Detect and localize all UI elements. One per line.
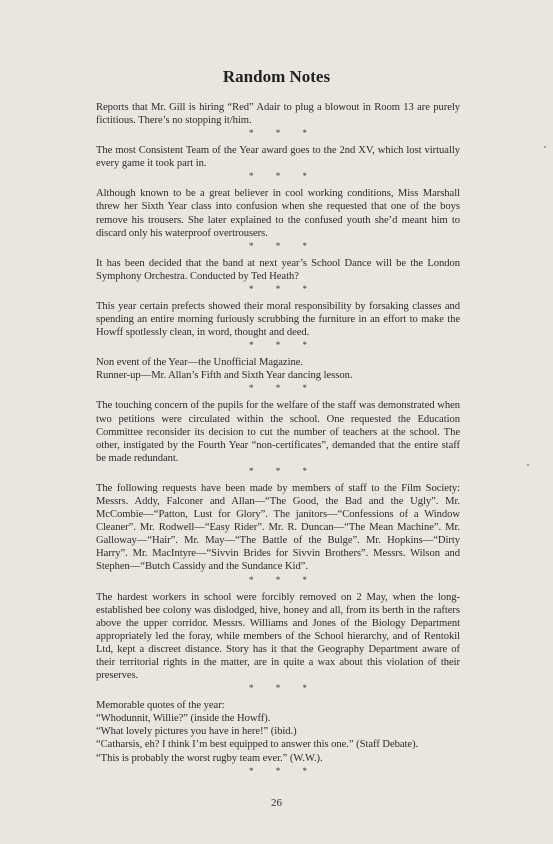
section-separator: * * * (249, 240, 317, 251)
section-separator: * * * (249, 574, 317, 585)
note-paragraph: This year certain prefects showed their moral responsibility by forsaking classes and spending an entire morning furiously scrubbing the furniture in an effort to make the Howff spotlessly clean, in word, thought and deed. (96, 300, 460, 339)
notes-body (96, 101, 460, 781)
note-paragraph: The following requests have been made by members of staff to the Film Society: Messrs. Addy, Falconer and Allan—“The Good, the Bad and the Ugly”. Mr. McCombie—“Patton, Lust for Glory”. The janitors—“Confessions of a Window Cleaner”. Mr. Rodwell—“Easy Rider”. Mr. R. Duncan—“The Mean Machine”. Mr. Galloway—“Hair”. Mr. May—“The Battle of the Bulge”. Mr. Hopkins—“Dirty Harry”. Mr. MacIntyre—“Sivvin Brides for Sivvin Brothers”. Messrs. Wilson and Stephen—“Butch Cassidy and the Sundance Kid”. (96, 482, 460, 573)
runner-up-line: Runner-up—Mr. Allan’s Fifth and Sixth Year dancing lesson. (96, 370, 353, 382)
quote-item: “This is probably the worst rugby team ever.” (W.W.). (96, 752, 323, 764)
section-separator: * * * (249, 683, 317, 694)
page-title: Random Notes (222, 67, 331, 86)
quotes-note (96, 699, 460, 764)
section-separator: * * * (249, 383, 317, 394)
note-paragraph: The touching concern of the pupils for the welfare of the staff was demonstrated when two petitions were circulated within the school. One requested the Education Committee reconsider its decision to cut the number of teachers at the school. The other, instigated by the Fourth Year “non-certificates”, demanded that the entire staff be made redundant. (96, 400, 460, 464)
note-paragraph: Although known to be a great believer in cool working conditions, Miss Marshall threw her Sixth Year class into confusion when she requested that one of the boys remove his trousers. She later explained to the confused youth she’d meant him to discard only his waterproof overtrousers. (96, 188, 460, 239)
quotes-heading: Memorable quotes of the year: (96, 700, 225, 712)
section-separator: * * * (249, 340, 317, 351)
paper-speck (544, 146, 546, 148)
note-paragraph: The hardest workers in school were forcibly removed on 2 May, when the long-established bee colony was dislodged, hive, honey and all, from its berth in the rafters above the upper corridor. Messrs. Williams and Jones of the Biology Department appropriately led the foray, while members of the School hierarchy, and of Rentokil Ltd, kept a discreet distance. Story has it that the Geography Department aware of their territorial rights in the matter, are in quite a wax about this violation of their preserves. (96, 591, 460, 682)
quote-item: “What lovely pictures you have in here!” (ibid.) (96, 726, 297, 738)
note-paragraph: It has been decided that the band at next year’s School Dance will be the London Symphony Orchestra. Conducted by Ted Heath? (96, 257, 460, 282)
section-separator: * * * (249, 465, 317, 476)
quote-item: “Whodunnit, Willie?” (inside the Howff). (96, 713, 271, 725)
section-separator: * * * (249, 128, 317, 139)
non-event-note (96, 356, 460, 382)
paper-speck (527, 464, 529, 466)
non-event-line: Non event of the Year—the Unofficial Magazine. (96, 357, 303, 369)
quote-item: “Catharsis, eh? I think I’m best equipped to answer this one.” (Staff Debate). (96, 739, 419, 751)
note-paragraph: Reports that Mr. Gill is hiring “Red” Adair to plug a blowout in Room 13 are purely fictitious. There’s no stopping it/him. (96, 102, 460, 127)
note-paragraph: The most Consistent Team of the Year award goes to the 2nd XV, which lost virtually every game it took part in. (96, 145, 460, 170)
page-number: 26 (271, 797, 282, 809)
section-separator: * * * (249, 171, 317, 182)
section-separator: * * * (249, 765, 317, 776)
section-separator: * * * (249, 283, 317, 294)
